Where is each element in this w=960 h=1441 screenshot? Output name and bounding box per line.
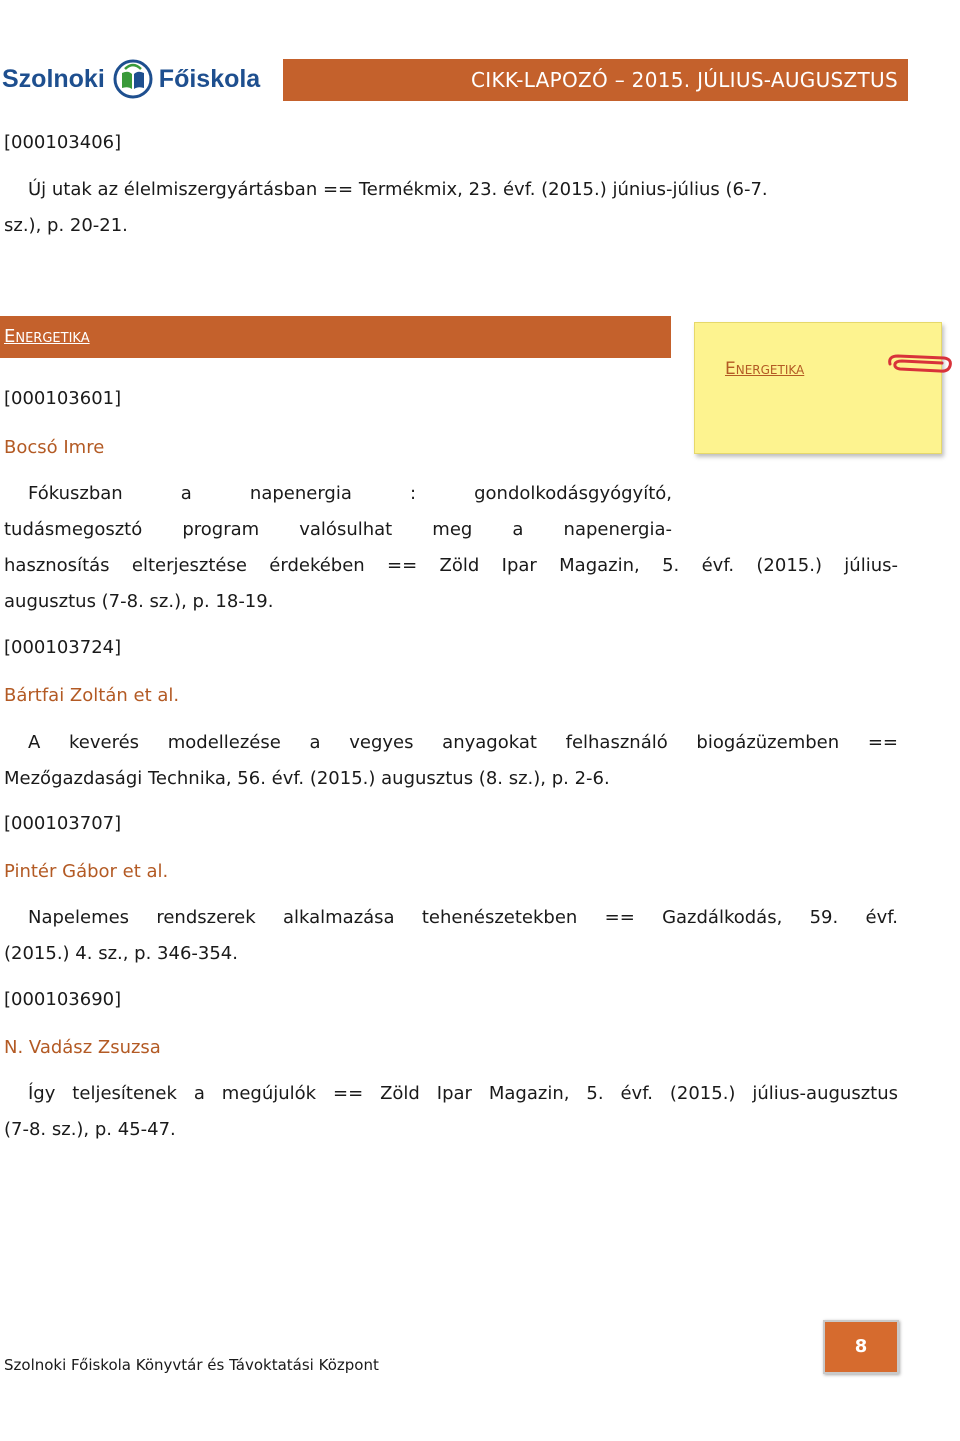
- entry-text: [4, 476, 672, 548]
- entry-text-line: Napelemes rendszerek alkalmazása tehenészetekben == Gazdálkodás, 59. évf.: [28, 907, 898, 928]
- entry-id: [000103690]: [4, 989, 122, 1010]
- entry-author: Bocsó Imre: [4, 437, 105, 458]
- entry-id: [000103601]: [4, 388, 122, 409]
- entry-text-line: Így teljesítenek a megújulók == Zöld Ipar Magazin, 5. évf. (2015.) július-augusztus: [28, 1083, 898, 1104]
- footer-text: Szolnoki Főiskola Könyvtár és Távoktatási Központ: [4, 1356, 379, 1374]
- entry-text: [4, 1076, 898, 1148]
- entry-text-line: tudásmegosztó program valósulhat meg a napenergia-: [4, 519, 672, 540]
- entry-text-line: (2015.) 4. sz., p. 346-354.: [4, 943, 238, 964]
- logo-text-foiskola: Főiskola: [158, 64, 261, 93]
- entry-text-line: A keverés modellezése a vegyes anyagokat felhasználó biogázüzemben ==: [28, 732, 898, 753]
- entry-text: [4, 725, 898, 797]
- entry-text-continued: [4, 548, 898, 620]
- sticky-note-label: Energetika: [725, 359, 805, 379]
- page-number: 8: [823, 1320, 899, 1374]
- entry-text-line: hasznosítás elterjesztése érdekében == Zöld Ipar Magazin, 5. évf. (2015.) július-: [4, 555, 898, 576]
- entry-author: Bártfai Zoltán et al.: [4, 685, 180, 706]
- entry-text-line: augusztus (7-8. sz.), p. 18-19.: [4, 591, 274, 612]
- entry-text-line: Fókuszban a napenergia : gondolkodásgyógyító,: [28, 483, 672, 504]
- section-title: Energetika: [0, 316, 671, 358]
- entry-author: Pintér Gábor et al.: [4, 861, 169, 882]
- entry-text-line: sz.), p. 20-21.: [4, 215, 128, 236]
- logo-text-szolnoki: Szolnoki: [2, 64, 105, 93]
- entry-author: N. Vadász Zsuzsa: [4, 1037, 161, 1058]
- entry-text-line: Új utak az élelmiszergyártásban == Termékmix, 23. évf. (2015.) június-július (6-7.: [28, 179, 768, 200]
- header-title: CIKK-LAPOZÓ – 2015. JÚLIUS-AUGUSZTUS: [283, 59, 908, 101]
- entry-text-line: (7-8. sz.), p. 45-47.: [4, 1119, 176, 1140]
- sticky-note: [694, 322, 942, 454]
- entry-text: [4, 172, 898, 244]
- logo: [2, 56, 260, 102]
- book-logo-icon: [113, 59, 153, 99]
- entry-text: [4, 900, 898, 972]
- entry-text-line: Mezőgazdasági Technika, 56. évf. (2015.) augusztus (8. sz.), p. 2-6.: [4, 768, 610, 789]
- paperclip-icon: [884, 350, 954, 380]
- entry-id: [000103707]: [4, 813, 122, 834]
- entry-id: [000103406]: [4, 132, 122, 153]
- entry-id: [000103724]: [4, 637, 122, 658]
